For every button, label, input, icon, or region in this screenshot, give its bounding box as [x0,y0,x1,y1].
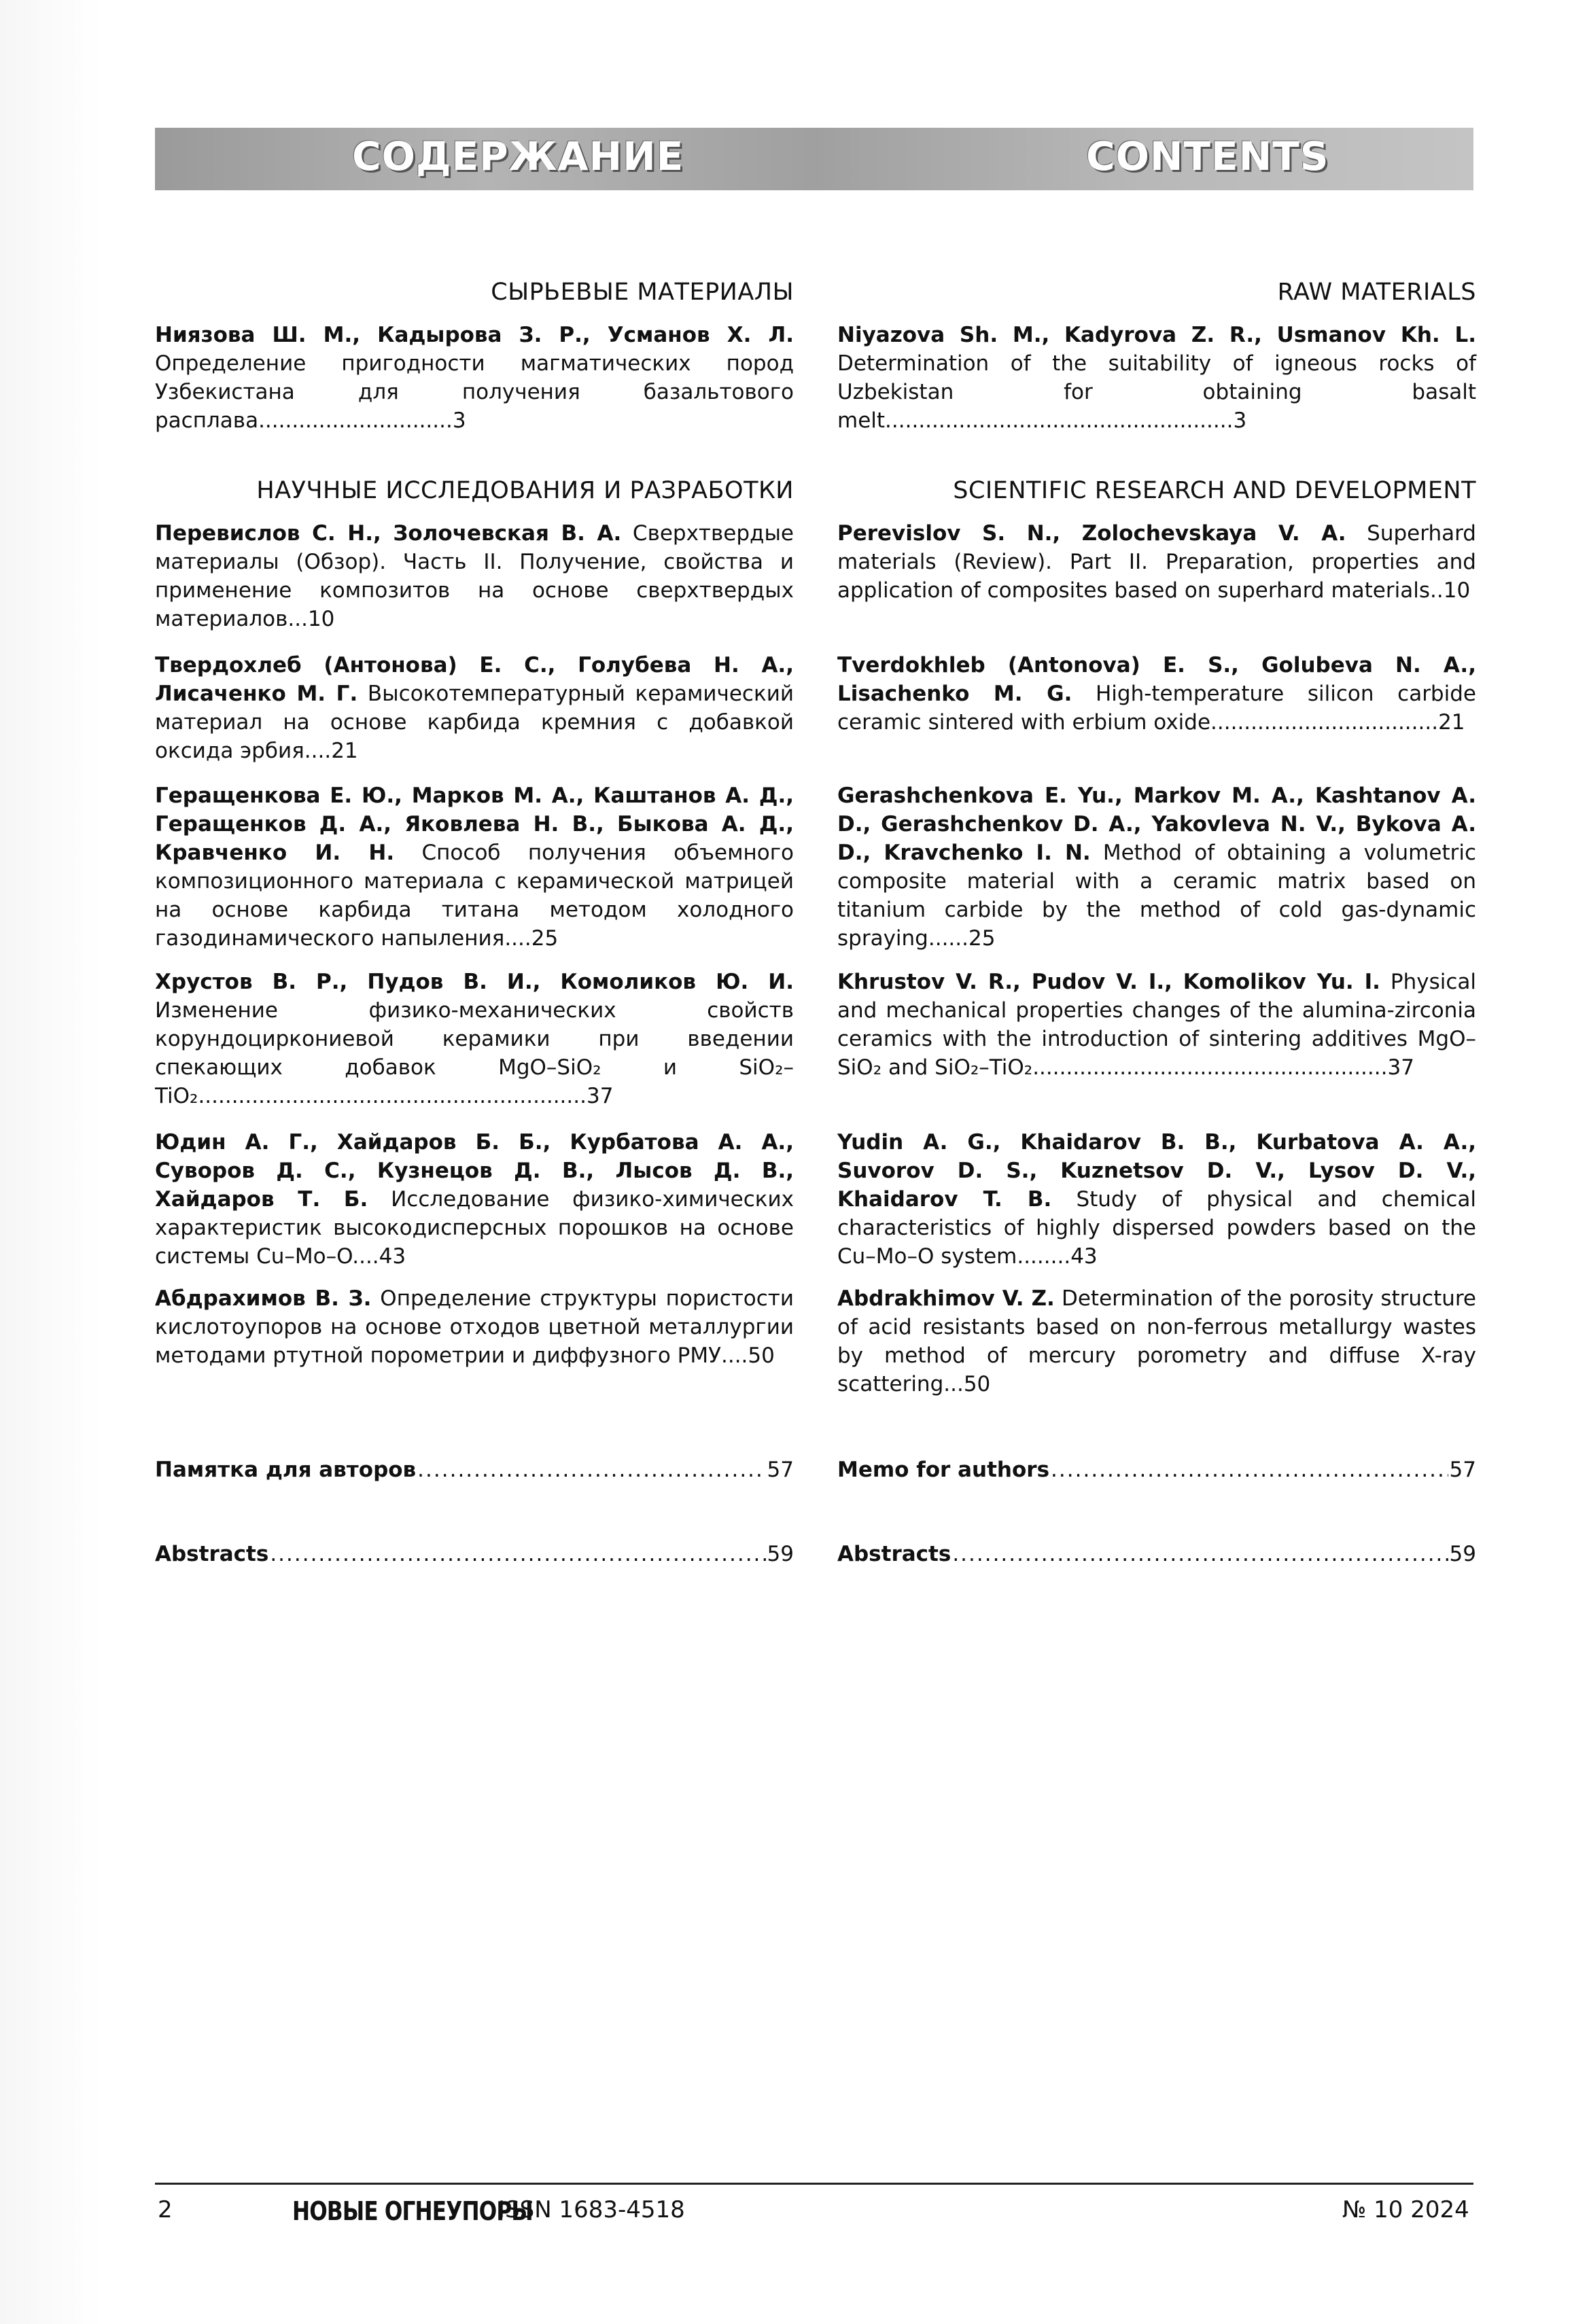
memo-entry-en[interactable] [837,1456,1476,1484]
memo-label: Памятка для авторов [155,1458,417,1482]
entry-title: Physical and mechanical properties changes of the alumina-zirconia ceramics with the introduction of sintering additives MgO–SiO₂ and SiO₂–TiO₂ [837,970,1476,1080]
entry-authors: Твердохлеб (Антонова) Е. С., Голубева Н. А., Лисаченко М. Г. [155,653,794,706]
entry-title: Сверхтвердые материалы (Обзор). Часть II. Получение, свойства и применение композитов на основе сверхтвердых материалов [155,521,794,631]
entry-title: Определение структуры пористости кислотоупоров на основе отходов цветной металлургии методами ртутной порометрии и диффузного РМУ [155,1286,794,1368]
footer-page-number: 2 [158,2196,173,2223]
entry-authors: Ниязова Ш. М., Кадырова З. Р., Усманов Х. Л. [155,323,794,347]
banner-title-en: CONTENTS [1086,133,1329,179]
entry-page: 21 [331,739,358,763]
abstracts-entry-en[interactable] [837,1540,1476,1568]
entry-title: Изменение физико-механических свойств корундоциркониевой керамики при введении спекающих добавок MgO–SiO₂ и SiO₂–TiO₂ [155,998,794,1108]
section-title-ru: НАУЧНЫЕ ИССЛЕДОВАНИЯ И РАЗРАБОТКИ [256,477,794,504]
toc-entry-en[interactable]: Yudin A. G., Khaidarov B. B., Kurbatova A. A., Suvorov D. S., Kuznetsov D. V., Lysov D. V., Khaidarov T. B. Study of physical and chemical characteristics of highly dispersed powders based on the Cu–Mo–O system........43 [837,1130,1477,1269]
memo-entry-ru[interactable] [155,1456,794,1484]
entry-page: 50 [963,1372,991,1396]
entry-page: 37 [1387,1055,1414,1080]
abstracts-label: Abstracts [837,1542,951,1566]
entry-authors: Gerashchenkova E. Yu., Markov M. A., Kashtanov A. D., Gerashchenkov D. A., Yakovleva N. V., Bykova A. D., Kravchenko I. N. [837,784,1476,865]
toc-entry-en[interactable]: Khrustov V. R., Pudov V. I., Komolikov Yu. I. Physical and mechanical properties changes of the alumina-zirconia ceramics with the introduction of sintering additives MgO–SiO₂ and SiO₂–TiO₂.....................................................37 [837,970,1476,1080]
toc-entry-en[interactable]: Niyazova Sh. M., Kadyrova Z. R., Usmanov Kh. L. Determination of the suitability of igneous rocks of Uzbekistan for obtaining basalt melt....................................................3 [837,323,1476,433]
entry-authors: Tverdokhleb (Antonova) E. S., Golubeva N. A., Lisachenko M. G. [837,653,1476,706]
section-title-en: RAW MATERIALS [1277,279,1476,306]
toc-entry-en[interactable]: Gerashchenkova E. Yu., Markov M. A., Kashtanov A. D., Gerashchenkov D. A., Yakovleva N. V., Bykova A. D., Kravchenko I. N. Method of obtaining a volumetric composite material with a ceramic matrix based on titanium carbide by the method of cold gas-dynamic spraying......25 [837,784,1477,951]
entry-page: 25 [968,926,996,951]
entry-authors: Khrustov V. R., Pudov V. I., Komolikov Yu. I. [837,970,1380,994]
entry-authors: Перевислов С. Н., Золочевская В. А. [155,521,622,546]
footer-journal-logo: НОВЫЕ ОГНЕУПОРЫ [292,2196,533,2226]
memo-page: 57 [767,1458,794,1482]
entry-title: Determination of the porosity structure of acid resistants based on non-ferrous metallurgy wastes by method of mercury porometry and diffuse X-ray scattering [837,1286,1477,1396]
entry-authors: Юдин А. Г., Хайдаров Б. Б., Курбатова А. А., Суворов Д. С., Кузнецов Д. В., Лысов Д. В., Хайдаров Т. Б. [155,1130,794,1212]
toc-entry-en[interactable]: Perevislov S. N., Zolochevskaya V. A. Superhard materials (Review). Part II. Preparation, properties and application of composites based on superhard materials..10 [837,521,1476,603]
toc-entry-ru[interactable]: Перевислов С. Н., Золочевская В. А. Сверхтвердые материалы (Обзор). Часть II. Получение, свойства и применение композитов на основе сверхтвердых материалов...10 [155,521,794,631]
entry-title: High-temperature silicon carbide ceramic sintered with erbium oxide [837,682,1476,735]
entry-title: Determination of the suitability of igneous rocks of Uzbekistan for obtaining basalt melt [837,351,1476,433]
abstracts-entry-ru[interactable] [155,1540,794,1568]
entry-authors: Perevislov S. N., Zolochevskaya V. A. [837,521,1346,546]
entry-authors: Abdrakhimov V. Z. [837,1286,1055,1311]
abstracts-label: Abstracts [155,1542,269,1566]
entry-title: Study of physical and chemical characteristics of highly dispersed powders based on the Cu–Mo–O system [837,1187,1477,1269]
abstracts-page: 59 [767,1542,794,1566]
entry-page: 43 [1070,1244,1098,1269]
entry-authors: Абдрахимов В. З. [155,1286,372,1311]
entry-authors: Геращенкова Е. Ю., Марков М. А., Каштанов А. Д., Геращенков Д. А., Яковлева Н. В., Быкова А. Д., Кравченко И. Н. [155,784,794,865]
toc-entry-ru[interactable]: Юдин А. Г., Хайдаров Б. Б., Курбатова А. А., Суворов Д. С., Кузнецов Д. В., Лысов Д. В., Хайдаров Т. Б. Исследование физико-химических характеристик высокодисперсных порошков на основе системы Cu–Mo–O....43 [155,1130,794,1269]
toc-entry-ru[interactable]: Хрустов В. Р., Пудов В. И., Комоликов Ю. И. Изменение физико-механических свойств корундоциркониевой керамики при введении спекающих добавок MgO–SiO₂ и SiO₂–TiO₂..........................................................37 [155,970,794,1108]
entry-title: Method of obtaining a volumetric composite material with a ceramic matrix based on titanium carbide by the method of cold gas-dynamic spraying [837,841,1477,951]
footer-issue: № 10 2024 [1342,2196,1469,2223]
section-title-en: SCIENTIFIC RESEARCH AND DEVELOPMENT [953,477,1476,504]
entry-page: 10 [1443,578,1471,603]
entry-title: Способ получения объемного композиционного материала с керамической матрицей на основе карбида титана методом холодного газодинамического напыления [155,841,794,951]
abstracts-page: 59 [1449,1542,1476,1566]
entry-title: Superhard materials (Review). Part II. Preparation, properties and application of composites based on superhard materials [837,521,1476,603]
entry-page: 43 [379,1244,406,1269]
toc-entry-en[interactable]: Tverdokhleb (Antonova) E. S., Golubeva N. A., Lisachenko M. G. High-temperature silicon carbide ceramic sintered with erbium oxide..................................21 [837,653,1476,735]
entry-authors: Niyazova Sh. M., Kadyrova Z. R., Usmanov Kh. L. [837,323,1476,347]
footer-issn: ISSN 1683-4518 [498,2196,685,2223]
entry-page: 10 [307,607,335,631]
toc-entry-en[interactable]: Abdrakhimov V. Z. Determination of the porosity structure of acid resistants based on non-ferrous metallurgy wastes by method of mercury porometry and diffuse X-ray scattering...50 [837,1286,1477,1396]
entry-page: 3 [452,408,466,433]
contents-banner [155,128,1473,190]
toc-entry-ru[interactable]: Геращенкова Е. Ю., Марков М. А., Каштанов А. Д., Геращенков Д. А., Яковлева Н. В., Быкова А. Д., Кравченко И. Н. Способ получения объемного композиционного материала с керамической матрицей на основе карбида титана методом холодного газодинамического напыления....25 [155,784,794,951]
entry-page: 3 [1233,408,1247,433]
toc-entry-ru[interactable]: Ниязова Ш. М., Кадырова З. Р., Усманов Х. Л. Определение пригодности магматических пород Узбекистана для получения базальтового расплава.............................3 [155,323,794,433]
toc-entry-ru[interactable]: Абдрахимов В. З. Определение структуры пористости кислотоупоров на основе отходов цветной металлургии методами ртутной порометрии и диффузного РМУ....50 [155,1286,794,1368]
banner-title-ru: СОДЕРЖАНИЕ [352,133,684,179]
entry-title: Исследование физико-химических характеристик высокодисперсных порошков на основе системы Cu–Mo–O [155,1187,794,1269]
entry-page: 50 [748,1343,775,1368]
toc-entry-ru[interactable]: Твердохлеб (Антонова) Е. С., Голубева Н. А., Лисаченко М. Г. Высокотемпературный керамический материал на основе карбида кремния с добавкой оксида эрбия....21 [155,653,794,763]
entry-title: Высокотемпературный керамический материал на основе карбида кремния с добавкой оксида эрбия [155,682,794,763]
entry-page: 25 [531,926,559,951]
entry-authors: Yudin A. G., Khaidarov B. B., Kurbatova A. A., Suvorov D. S., Kuznetsov D. V., Lysov D. V., Khaidarov T. B. [837,1130,1476,1212]
memo-page: 57 [1449,1458,1476,1482]
memo-label: Memo for authors [837,1458,1050,1482]
footer-divider [155,2183,1473,2185]
entry-title: Определение пригодности магматических пород Узбекистана для получения базальтового расплава [155,351,794,433]
entry-page: 21 [1438,710,1465,735]
entry-page: 37 [586,1084,614,1108]
section-title-ru: СЫРЬЕВЫЕ МАТЕРИАЛЫ [491,279,794,306]
entry-authors: Хрустов В. Р., Пудов В. И., Комоликов Ю. И. [155,970,794,994]
